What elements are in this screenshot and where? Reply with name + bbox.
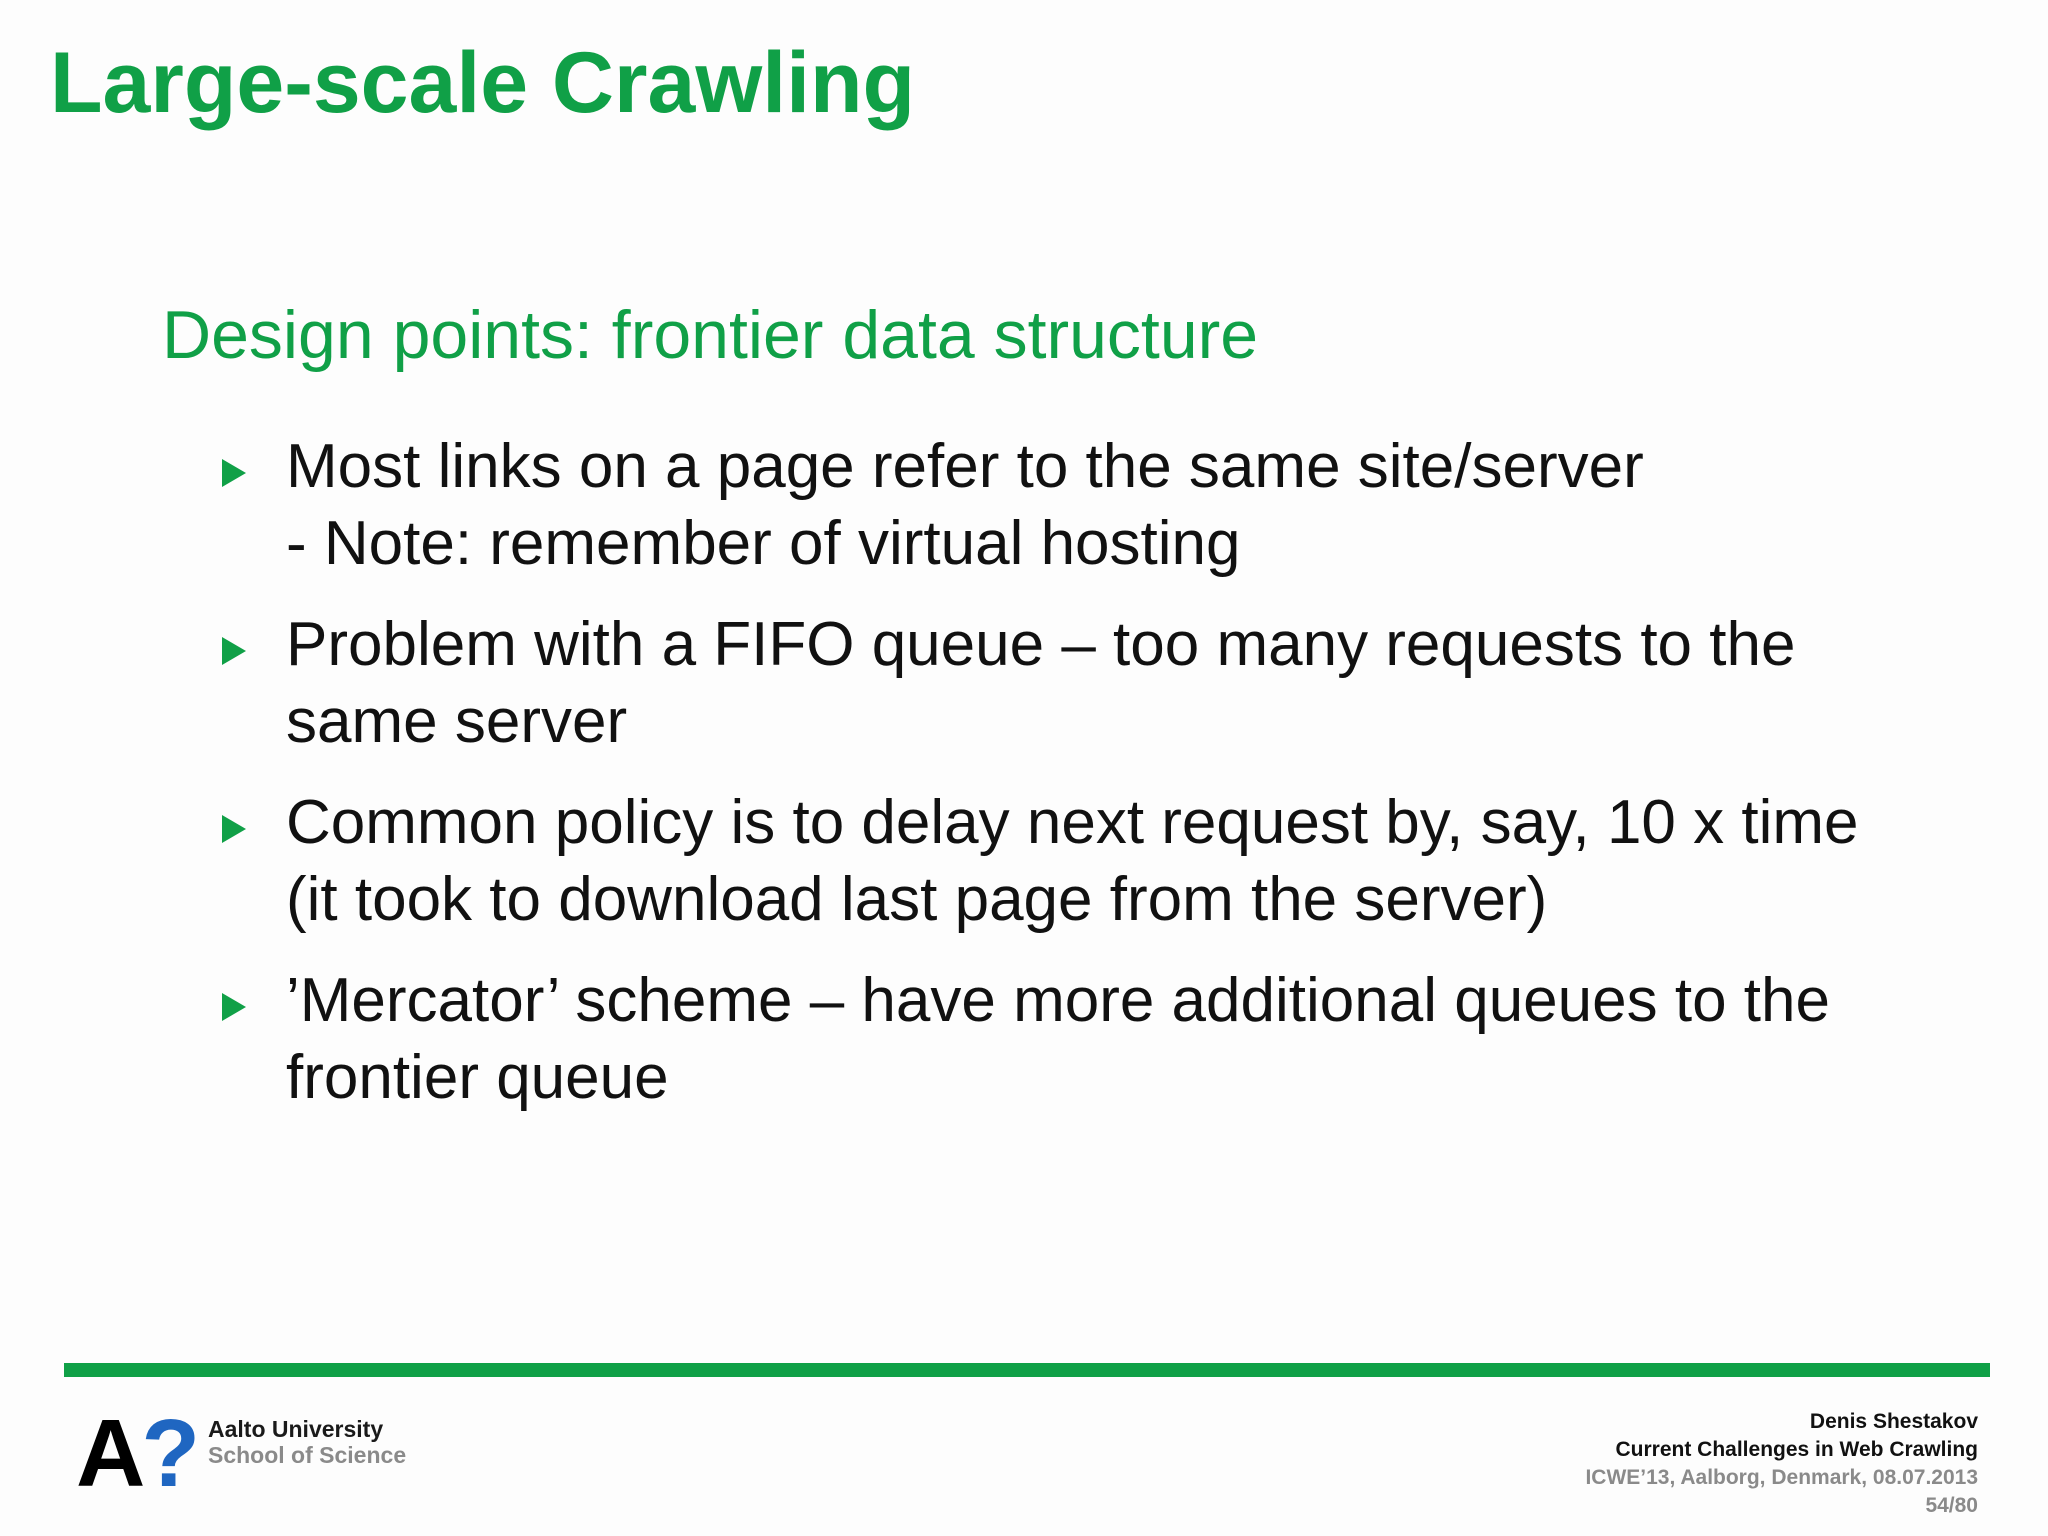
bullet-text-line: Problem with a FIFO queue – too many requests to the <box>286 610 1796 679</box>
bullet-text-line: ’Mercator’ scheme – have more additional queues to the <box>286 966 1830 1035</box>
bullet-item <box>222 606 1872 760</box>
bullet-triangle-icon <box>222 993 246 1021</box>
affiliation <box>208 1416 406 1468</box>
block-heading: Design points: frontier data structure <box>162 297 1259 373</box>
bullet-triangle-icon <box>222 637 246 665</box>
slide-title: Large-scale Crawling <box>50 35 916 131</box>
bullet-text-line: Common policy is to delay next request by, say, 10 x time <box>286 788 1859 857</box>
school-name: School of Science <box>208 1442 407 1468</box>
footer-divider <box>64 1363 1990 1377</box>
page-number: 54/80 <box>1925 1494 1978 1517</box>
bullet-text-line: Most links on a page refer to the same site/server <box>286 432 1644 501</box>
logo-letter: A <box>76 1400 142 1508</box>
bullet-text-line: (it took to download last page from the server) <box>286 865 1548 934</box>
bullet-list <box>222 428 1872 1140</box>
talk-title: Current Challenges in Web Crawling <box>1615 1438 1978 1461</box>
bullet-text-line: - Note: remember of virtual hosting <box>286 509 1241 578</box>
bullet-item <box>222 784 1872 938</box>
author-name: Denis Shestakov <box>1809 1410 1978 1433</box>
bullet-text-line: frontier queue <box>286 1043 669 1112</box>
aalto-logo <box>76 1400 200 1508</box>
logo-question-mark: ? <box>141 1400 200 1508</box>
bullet-triangle-icon <box>222 459 246 487</box>
bullet-item <box>222 962 1872 1116</box>
bullet-triangle-icon <box>222 815 246 843</box>
university-name: Aalto University <box>208 1416 384 1442</box>
venue-date: ICWE’13, Aalborg, Denmark, 08.07.2013 <box>1585 1466 1978 1489</box>
footer-info <box>1585 1408 1978 1520</box>
bullet-item <box>222 428 1872 582</box>
bullet-text-line: same server <box>286 687 628 756</box>
